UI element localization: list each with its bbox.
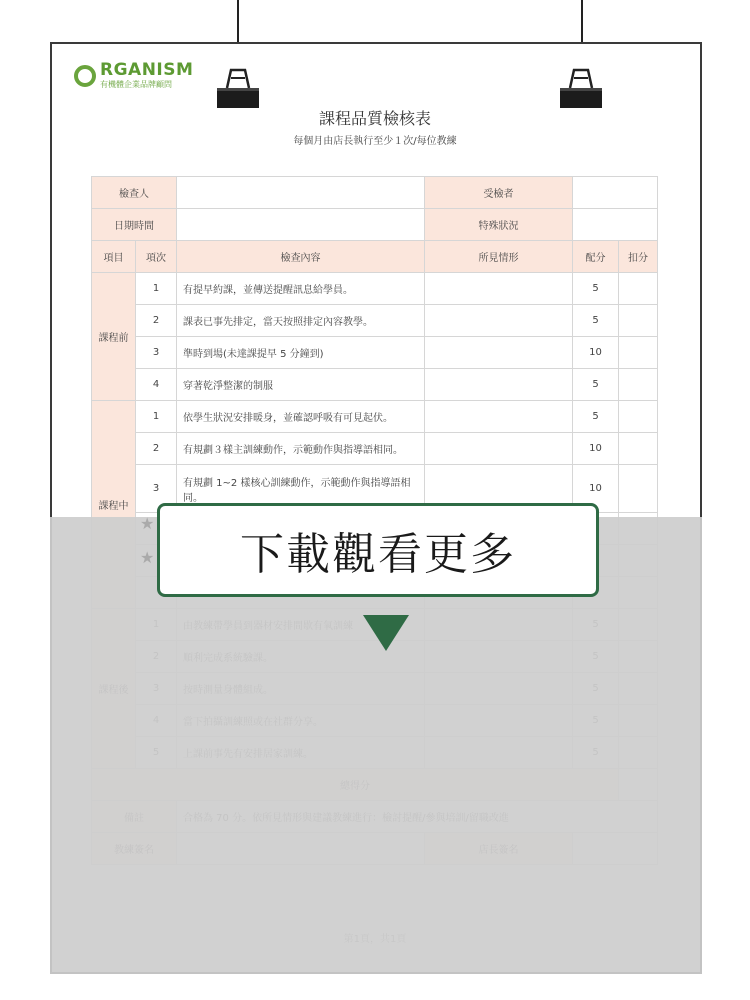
row-content: 準時到場(未達課提早 5 分鐘到) (177, 337, 425, 369)
inspectee-field[interactable] (573, 177, 658, 209)
row-content: 有規劃 1~2 樣核心訓練動作，示範動作與指導語相同。 (177, 465, 425, 513)
datetime-field[interactable] (177, 209, 425, 241)
row-number: 1 (136, 273, 177, 305)
col-seq-header: 項次 (136, 241, 177, 273)
row-content: 穿著乾淨整潔的制服 (177, 369, 425, 401)
special-label: 特殊狀況 (425, 209, 573, 241)
datetime-label: 日期時間 (92, 209, 177, 241)
col-content-header: 檢查內容 (177, 241, 425, 273)
observed-cell[interactable] (425, 273, 573, 305)
row-score: 10 (573, 433, 619, 465)
row-score: 5 (573, 401, 619, 433)
row-number: 2 (136, 433, 177, 465)
observed-cell[interactable] (425, 337, 573, 369)
column-header-row (92, 241, 658, 273)
info-row (92, 177, 658, 209)
deduct-cell[interactable] (619, 305, 658, 337)
row-score: 10 (573, 465, 619, 513)
deduct-cell[interactable] (619, 465, 658, 513)
special-field[interactable] (573, 209, 658, 241)
row-number: 4 (136, 369, 177, 401)
row-score: 5 (573, 273, 619, 305)
brand-logo (74, 62, 193, 89)
observed-cell[interactable] (425, 305, 573, 337)
document-title: 課程品質檢核表 (318, 109, 431, 128)
table-row (92, 305, 658, 337)
row-score: 5 (573, 369, 619, 401)
deduct-cell[interactable] (619, 433, 658, 465)
down-arrow-icon[interactable] (363, 615, 409, 651)
table-row (92, 433, 658, 465)
section-label-before: 課程前 (92, 273, 136, 401)
row-score: 10 (573, 337, 619, 369)
table-row (92, 273, 658, 305)
deduct-cell[interactable] (619, 401, 658, 433)
row-number: 3 (136, 465, 177, 513)
observed-cell[interactable] (425, 401, 573, 433)
row-content: 課表已事先排定，當天按照排定內容教學。 (177, 305, 425, 337)
row-content: 依學生狀況安排暖身，並確認呼吸有可見起伏。 (177, 401, 425, 433)
logo-wordmark: RGANISM (100, 60, 194, 80)
row-number: 3 (136, 337, 177, 369)
section-label-during: 課程中 (92, 401, 136, 609)
row-content: 有規劃３樣主訓練動作，示範動作與指導語相同。 (177, 433, 425, 465)
col-item-header: 項目 (92, 241, 136, 273)
inspector-field[interactable] (177, 177, 425, 209)
logo-tagline: 有機體企業品牌顧問 (100, 80, 172, 89)
table-row (92, 401, 658, 433)
row-number: 2 (136, 305, 177, 337)
deduct-cell[interactable] (619, 369, 658, 401)
row-score: 5 (573, 305, 619, 337)
col-score-header: 配分 (573, 241, 619, 273)
row-number: 1 (136, 401, 177, 433)
star-icon: ★ (140, 514, 155, 533)
download-more-button[interactable] (157, 503, 599, 597)
download-more-label: 下載觀看更多 (240, 529, 516, 580)
observed-cell[interactable] (425, 369, 573, 401)
observed-cell[interactable] (425, 433, 573, 465)
col-observed-header: 所見情形 (425, 241, 573, 273)
document-subtitle: 每個月由店長執行至少１次/每位教練 (293, 136, 457, 147)
inspectee-label: 受檢者 (425, 177, 573, 209)
row-content: 有提早約課，並傳送提醒訊息給學員。 (177, 273, 425, 305)
info-row (92, 209, 658, 241)
logo-ring-icon (74, 65, 96, 87)
deduct-cell[interactable] (619, 337, 658, 369)
inspector-label: 檢查人 (92, 177, 177, 209)
col-deduct-header: 扣分 (619, 241, 658, 273)
star-icon: ★ (140, 548, 155, 567)
table-row (92, 369, 658, 401)
table-row (92, 337, 658, 369)
deduct-cell[interactable] (619, 273, 658, 305)
